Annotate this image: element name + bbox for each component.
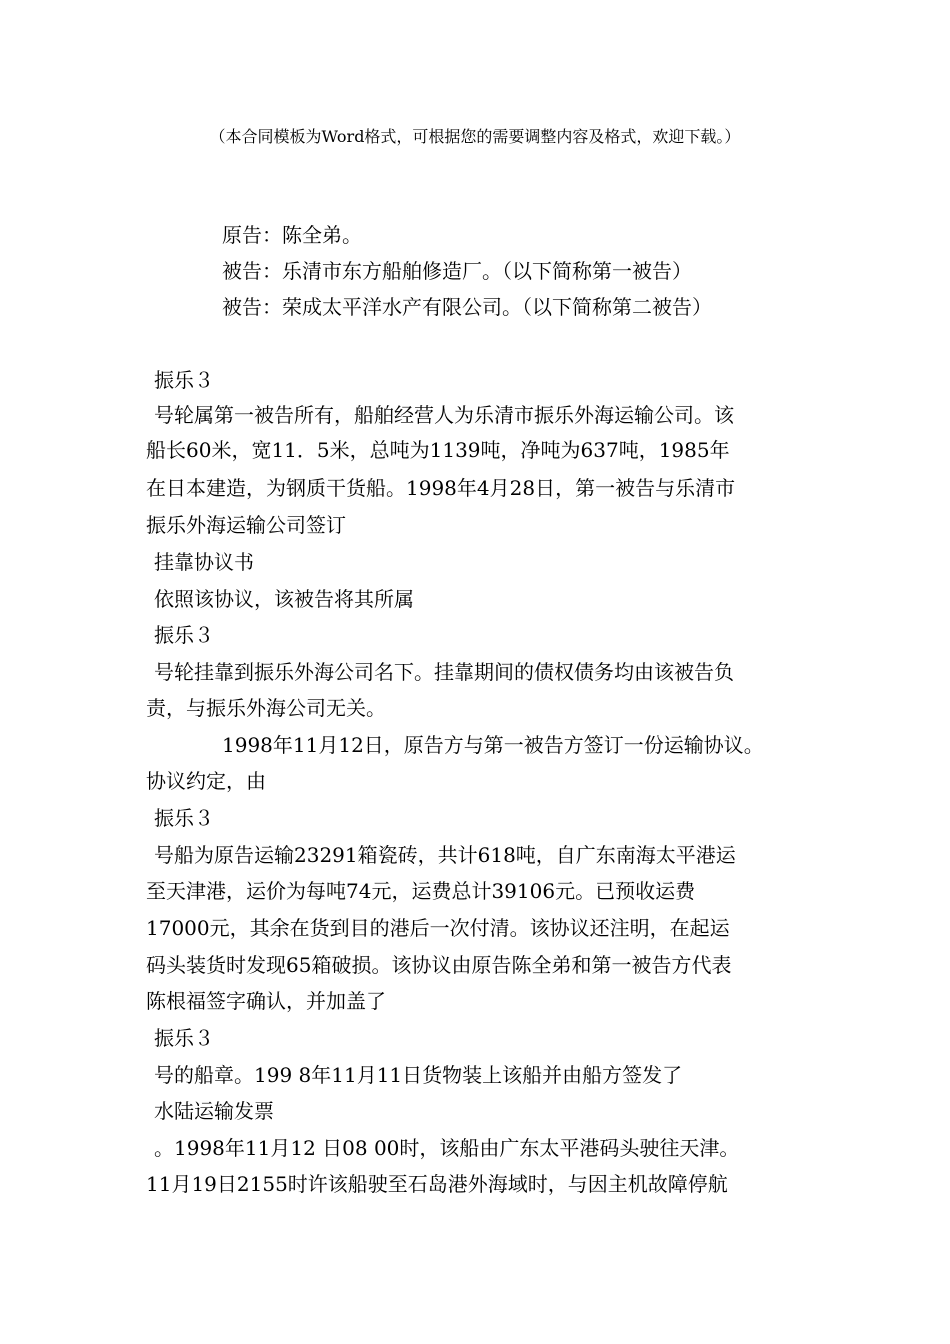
party-defendant-first: 被告：乐清市东方船舶修造厂。（以下简称第一被告）	[222, 259, 692, 283]
template-note: （本合同模板为Word格式，可根据您的需要调整内容及格式，欢迎下载。）	[209, 127, 741, 146]
body-line: 17000元，其余在货到目的港后一次付清。该协议还注明，在起运	[146, 916, 730, 940]
party-plaintiff: 原告：陈全弟。	[222, 223, 362, 247]
body-line: 协议约定，由	[146, 769, 266, 793]
paragraph-start: 1998年11月12日，原告方与第一被告方签订一份运输协议。	[222, 733, 764, 757]
body-line: 船长60米，宽11．5米，总吨为1139吨，净吨为637吨，1985年	[146, 438, 730, 462]
body-line: 号的船章。199 8年11月11日货物装上该船并由船方签发了	[154, 1063, 683, 1087]
body-line: 号船为原告运输23291箱瓷砖，共计618吨，自广东南海太平港运	[154, 843, 736, 867]
ship-name-line: 振乐３	[154, 806, 214, 830]
document-name-line: 挂靠协议书	[154, 550, 254, 574]
body-line: 至天津港，运价为每吨74元，运费总计39106元。已预收运费	[146, 879, 696, 903]
body-line: 号轮挂靠到振乐外海公司名下。挂靠期间的债权债务均由该被告负	[154, 660, 734, 684]
document-name-line: 水陆运输发票	[154, 1099, 274, 1123]
party-defendant-second: 被告：荣成太平洋水产有限公司。（以下简称第二被告）	[222, 295, 712, 319]
body-line: 号轮属第一被告所有，船舶经营人为乐清市振乐外海运输公司。该	[154, 403, 734, 427]
ship-name-line: 振乐３	[154, 1026, 214, 1050]
body-line: 码头装货时发现65箱破损。该协议由原告陈全弟和第一被告方代表	[146, 953, 732, 977]
body-line: 责，与振乐外海公司无关。	[146, 696, 386, 720]
body-line: 11月19日2155时许该船驶至石岛港外海域时，与因主机故障停航	[146, 1172, 728, 1196]
body-line: 。1998年11月12 日08 00时，该船由广东太平港码头驶往天津。	[154, 1136, 740, 1160]
body-line: 依照该协议，该被告将其所属	[154, 587, 414, 611]
body-line: 在日本建造，为钢质干货船。1998年4月28日，第一被告与乐清市	[146, 476, 736, 500]
ship-name-line: 振乐３	[154, 368, 214, 392]
ship-name-line: 振乐３	[154, 623, 214, 647]
body-line: 振乐外海运输公司签订	[146, 513, 346, 537]
body-line: 陈根福签字确认，并加盖了	[146, 989, 386, 1013]
